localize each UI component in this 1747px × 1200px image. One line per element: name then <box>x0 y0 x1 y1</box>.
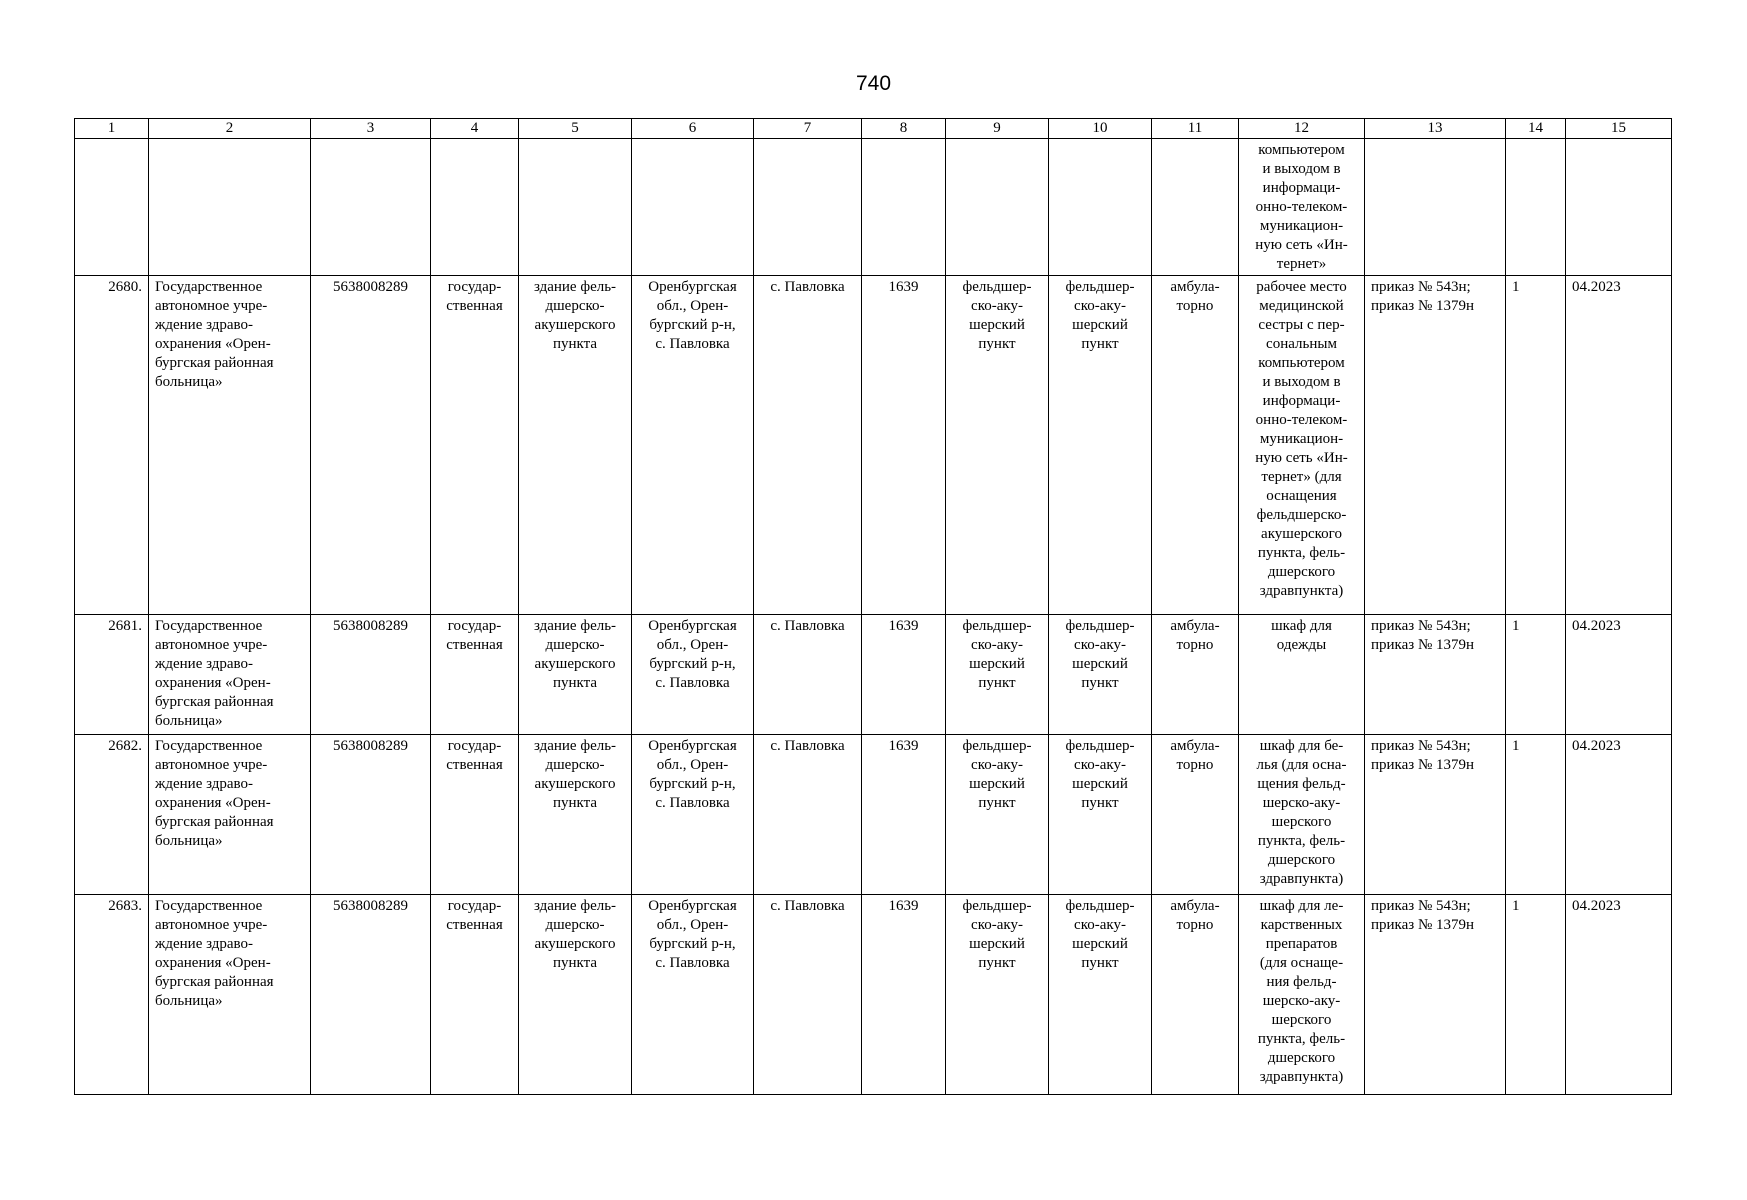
cell-line: здание фель- <box>533 279 617 295</box>
cell-line: ственная <box>446 917 503 933</box>
locality-cell: с. Павловка <box>754 615 862 735</box>
care-mode-cell <box>1152 276 1239 615</box>
cell-line: автономное учре- <box>155 298 268 314</box>
date-cell: 04.2023 <box>1566 615 1672 735</box>
quantity-cell: 1 <box>1506 276 1566 615</box>
cell-line: муникацион- <box>1259 218 1344 234</box>
cell-line: ственная <box>446 637 503 653</box>
inn-cell: 5638008289 <box>311 895 431 1095</box>
cell-line: торно <box>1176 757 1214 773</box>
building-cell <box>519 276 632 615</box>
cell-line: фельдшер- <box>962 738 1032 754</box>
cell-line: обл., Орен- <box>656 298 729 314</box>
column-header: 14 <box>1506 119 1566 139</box>
cell-line: пункт <box>1081 795 1119 811</box>
cell-line: приказ № 543н; <box>1371 738 1471 754</box>
column-header: 2 <box>149 119 311 139</box>
cell-line: государ- <box>447 898 502 914</box>
cell-line: дшерского <box>1267 564 1336 580</box>
cell-line: шерский <box>1072 936 1128 952</box>
cell-line: Оренбургская <box>648 738 737 754</box>
organization-cell <box>149 276 311 615</box>
cell-line: приказ № 1379н <box>1371 757 1475 773</box>
cell-line: фельдшер- <box>962 279 1032 295</box>
cell-line: муникацион- <box>1259 431 1344 447</box>
cell-line: дшерско- <box>545 917 605 933</box>
column-header: 6 <box>632 119 754 139</box>
locality-cell: с. Павловка <box>754 276 862 615</box>
cell-line: дшерско- <box>545 757 605 773</box>
table-row <box>75 895 1672 1095</box>
cell-line: шкаф для бе- <box>1259 738 1344 754</box>
cell-line: компьютером <box>1258 355 1345 371</box>
ownership-cell <box>431 895 519 1095</box>
cell-line: бургская районная <box>155 355 274 371</box>
cell-line: с. Павловка <box>655 795 730 811</box>
cell-line: акушерского <box>1261 526 1342 542</box>
cell-line: пункт <box>978 955 1016 971</box>
cell-line: здравпункта) <box>1259 871 1344 887</box>
cell-line: фельдшер- <box>962 898 1032 914</box>
column-header: 5 <box>519 119 632 139</box>
cell-line: приказ № 543н; <box>1371 898 1471 914</box>
cell-line: с. Павловка <box>655 955 730 971</box>
cell-line: Государственное <box>155 738 263 754</box>
population-cell: 1639 <box>862 895 946 1095</box>
column-header: 3 <box>311 119 431 139</box>
cell-line: дшерского <box>1267 1050 1336 1066</box>
cell-line: торно <box>1176 298 1214 314</box>
cell-line: тернет» <box>1276 256 1327 272</box>
column-header: 9 <box>946 119 1049 139</box>
cell-line: бургская районная <box>155 694 274 710</box>
address-cell <box>632 735 754 895</box>
cell-line: пункт <box>978 336 1016 352</box>
cell-line: фельдшер- <box>962 618 1032 634</box>
cell-line: онно-телеком- <box>1255 199 1348 215</box>
cell-line: акушерского <box>534 317 616 333</box>
cell-line: оснащения <box>1266 488 1337 504</box>
cell-line: бургская районная <box>155 974 274 990</box>
cell-line: бургский р-н, <box>649 936 736 952</box>
cell-line: государ- <box>447 279 502 295</box>
facility-type-cell <box>946 276 1049 615</box>
cell-line: шерского <box>1271 1012 1332 1028</box>
column-header: 7 <box>754 119 862 139</box>
cell-line: приказ № 1379н <box>1371 917 1475 933</box>
ownership-cell <box>431 615 519 735</box>
cell-line: приказ № 1379н <box>1371 298 1475 314</box>
care-mode-cell <box>1152 615 1239 735</box>
cell-line: торно <box>1176 637 1214 653</box>
cell-line: шерского <box>1271 814 1332 830</box>
cell-line: бургская районная <box>155 814 274 830</box>
cell-line: обл., Орен- <box>656 917 729 933</box>
row-number-cell: 2681. <box>75 615 149 735</box>
building-cell <box>519 735 632 895</box>
page-number: 740 <box>855 72 892 95</box>
cell-line: шерско-аку- <box>1262 795 1341 811</box>
date-cell: 04.2023 <box>1566 735 1672 895</box>
row-number-cell: 2682. <box>75 735 149 895</box>
cell-line: охранения «Орен- <box>155 795 271 811</box>
cell-line: амбула- <box>1170 618 1220 634</box>
cell-line: пункта <box>552 795 598 811</box>
cell-line: приказ № 1379н <box>1371 637 1475 653</box>
cell-line: с. Павловка <box>655 336 730 352</box>
cell-line: ско-аку- <box>1074 637 1126 653</box>
cell-line: ную сеть «Ин- <box>1255 237 1348 253</box>
cell-line: ско-аку- <box>971 757 1023 773</box>
organization-cell <box>149 615 311 735</box>
building-cell <box>519 895 632 1095</box>
cell-line: дшерско- <box>545 637 605 653</box>
facility-subtype-cell <box>1049 735 1152 895</box>
building-cell <box>519 615 632 735</box>
cell-line: автономное учре- <box>155 757 268 773</box>
cell-line: ждение здраво- <box>155 317 254 333</box>
column-header: 4 <box>431 119 519 139</box>
cell-line: с. Павловка <box>655 675 730 691</box>
cell-line: ско-аку- <box>1074 917 1126 933</box>
cell-line: здравпункта) <box>1259 583 1344 599</box>
cell-line: бургский р-н, <box>649 656 736 672</box>
cell-line: больница» <box>155 833 223 849</box>
cell-line: рабочее место <box>1256 279 1347 295</box>
cell-line: шерский <box>1072 656 1128 672</box>
inn-cell: 5638008289 <box>311 276 431 615</box>
cell-line: ждение здраво- <box>155 656 254 672</box>
basis-cell <box>1365 615 1506 735</box>
cell-line: амбула- <box>1170 738 1220 754</box>
cell-line: компьютером <box>1258 142 1345 158</box>
address-cell <box>632 895 754 1095</box>
inn-cell: 5638008289 <box>311 735 431 895</box>
cell-line: лья (для осна- <box>1256 757 1347 773</box>
cell-line: бургский р-н, <box>649 317 736 333</box>
cell-line: обл., Орен- <box>656 637 729 653</box>
cell-line: здание фель- <box>533 738 617 754</box>
cell-line: Оренбургская <box>648 618 737 634</box>
cell-line: акушерского <box>534 776 616 792</box>
locality-cell: с. Павловка <box>754 895 862 1095</box>
population-cell: 1639 <box>862 276 946 615</box>
cell-line: препаратов <box>1265 936 1338 952</box>
cell-line: фельдшер- <box>1065 279 1135 295</box>
basis-cell <box>1365 276 1506 615</box>
cell-line: амбула- <box>1170 898 1220 914</box>
cell-line: шкаф для ле- <box>1259 898 1344 914</box>
cell-line: шерско-аку- <box>1262 993 1341 1009</box>
facility-subtype-cell <box>1049 895 1152 1095</box>
cell-line: шерский <box>969 656 1025 672</box>
cell-line: пункт <box>1081 675 1119 691</box>
equipment-cell <box>1239 895 1365 1095</box>
cell-line: фельдшер- <box>1065 618 1135 634</box>
cell-line: пункт <box>978 795 1016 811</box>
cell-line: охранения «Орен- <box>155 336 271 352</box>
column-header: 11 <box>1152 119 1239 139</box>
cell-line: ско-аку- <box>971 917 1023 933</box>
quantity-cell: 1 <box>1506 615 1566 735</box>
cell-line: Государственное <box>155 618 263 634</box>
facility-type-cell <box>946 735 1049 895</box>
cell-line: фельдшерско- <box>1256 507 1347 523</box>
cell-line: дшерского <box>1267 852 1336 868</box>
cell-line: информаци- <box>1262 180 1341 196</box>
locality-cell: с. Павловка <box>754 735 862 895</box>
population-cell: 1639 <box>862 615 946 735</box>
inn-cell: 5638008289 <box>311 615 431 735</box>
cell-line: медицинской <box>1259 298 1344 314</box>
organization-cell <box>149 895 311 1095</box>
cell-line: шерский <box>969 317 1025 333</box>
cell-line: пункт <box>978 675 1016 691</box>
cell-line: автономное учре- <box>155 637 268 653</box>
cell-line: шкаф для <box>1271 618 1332 634</box>
cell-line: ждение здраво- <box>155 936 254 952</box>
cell-line: Оренбургская <box>648 898 737 914</box>
equipment-cell <box>1239 735 1365 895</box>
cell-line: Оренбургская <box>648 279 737 295</box>
table-row <box>75 276 1672 615</box>
cell-line: шерский <box>969 936 1025 952</box>
cell-line: обл., Орен- <box>656 757 729 773</box>
cell-line: пункта, фель- <box>1257 1031 1346 1047</box>
cell-line: онно-телеком- <box>1255 412 1348 428</box>
column-header: 13 <box>1365 119 1506 139</box>
cell-line: торно <box>1176 917 1214 933</box>
cell-line: ско-аку- <box>1074 757 1126 773</box>
cell-line: дшерско- <box>545 298 605 314</box>
cell-line: приказ № 543н; <box>1371 618 1471 634</box>
cell-line: ную сеть «Ин- <box>1255 450 1348 466</box>
date-cell: 04.2023 <box>1566 276 1672 615</box>
cell-line: акушерского <box>534 936 616 952</box>
address-cell <box>632 615 754 735</box>
cell-line: больница» <box>155 374 223 390</box>
cell-line: государ- <box>447 738 502 754</box>
cell-line: больница» <box>155 713 223 729</box>
cell-line: карственных <box>1260 917 1343 933</box>
column-header: 10 <box>1049 119 1152 139</box>
cell-line: ственная <box>446 757 503 773</box>
date-cell: 04.2023 <box>1566 895 1672 1095</box>
cell-line: фельдшер- <box>1065 898 1135 914</box>
cell-line: ния фельд- <box>1266 974 1337 990</box>
quantity-cell: 1 <box>1506 895 1566 1095</box>
facility-type-cell <box>946 615 1049 735</box>
cell-line: (для оснаще- <box>1259 955 1344 971</box>
cell-line: автономное учре- <box>155 917 268 933</box>
cell-line: охранения «Орен- <box>155 955 271 971</box>
cell-line: государ- <box>447 618 502 634</box>
cell-line: амбула- <box>1170 279 1220 295</box>
cell-line: сональным <box>1266 336 1337 352</box>
registry-table <box>74 118 1672 1095</box>
cell-line: пункт <box>1081 955 1119 971</box>
address-cell <box>632 276 754 615</box>
facility-type-cell <box>946 895 1049 1095</box>
equipment-cell <box>1239 139 1365 276</box>
cell-line: ственная <box>446 298 503 314</box>
cell-line: тернет» (для <box>1261 469 1342 485</box>
cell-line: охранения «Орен- <box>155 675 271 691</box>
cell-line: пункт <box>1081 336 1119 352</box>
cell-line: ско-аку- <box>971 637 1023 653</box>
column-header: 1 <box>75 119 149 139</box>
cell-line: пункта, фель- <box>1257 545 1346 561</box>
cell-line: ждение здраво- <box>155 776 254 792</box>
ownership-cell <box>431 735 519 895</box>
cell-line: сестры с пер- <box>1258 317 1345 333</box>
cell-line: и выходом в <box>1262 161 1341 177</box>
basis-cell <box>1365 735 1506 895</box>
cell-line: информаци- <box>1262 393 1341 409</box>
equipment-cell <box>1239 276 1365 615</box>
cell-line: ско-аку- <box>1074 298 1126 314</box>
quantity-cell: 1 <box>1506 735 1566 895</box>
column-header: 15 <box>1566 119 1672 139</box>
row-number-cell: 2683. <box>75 895 149 1095</box>
cell-line: здание фель- <box>533 618 617 634</box>
cell-line: Государственное <box>155 898 263 914</box>
cell-line: бургский р-н, <box>649 776 736 792</box>
cell-line: пункта, фель- <box>1257 833 1346 849</box>
cell-line: здравпункта) <box>1259 1069 1344 1085</box>
cell-line: больница» <box>155 993 223 1009</box>
cell-line: здание фель- <box>533 898 617 914</box>
basis-cell <box>1365 895 1506 1095</box>
cell-line: шерский <box>969 776 1025 792</box>
population-cell: 1639 <box>862 735 946 895</box>
cell-line: фельдшер- <box>1065 738 1135 754</box>
continuation-row <box>75 139 1672 276</box>
care-mode-cell <box>1152 735 1239 895</box>
facility-subtype-cell <box>1049 276 1152 615</box>
cell-line: шерский <box>1072 776 1128 792</box>
cell-line: и выходом в <box>1262 374 1341 390</box>
column-header: 12 <box>1239 119 1365 139</box>
cell-line: щения фельд- <box>1257 776 1346 792</box>
table-row <box>75 735 1672 895</box>
column-number-row <box>75 119 1672 139</box>
column-header: 8 <box>862 119 946 139</box>
care-mode-cell <box>1152 895 1239 1095</box>
cell-line: пункта <box>552 675 598 691</box>
cell-line: ско-аку- <box>971 298 1023 314</box>
cell-line: шерский <box>1072 317 1128 333</box>
table-row <box>75 615 1672 735</box>
cell-line: акушерского <box>534 656 616 672</box>
facility-subtype-cell <box>1049 615 1152 735</box>
equipment-cell <box>1239 615 1365 735</box>
ownership-cell <box>431 276 519 615</box>
cell-line: пункта <box>552 955 598 971</box>
cell-line: пункта <box>552 336 598 352</box>
organization-cell <box>149 735 311 895</box>
row-number-cell: 2680. <box>75 276 149 615</box>
cell-line: приказ № 543н; <box>1371 279 1471 295</box>
cell-line: Государственное <box>155 279 263 295</box>
cell-line: одежды <box>1276 637 1327 653</box>
